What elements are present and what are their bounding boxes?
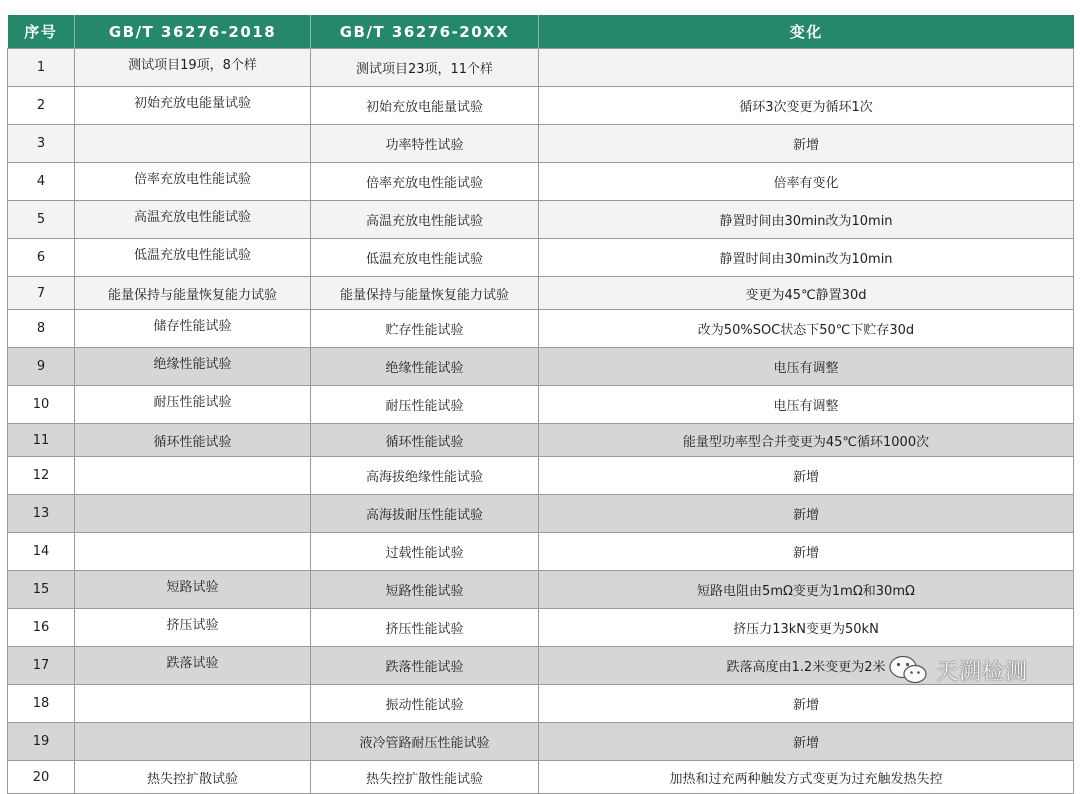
cell-old-standard-item: 耐压性能试验 <box>75 386 311 424</box>
cell-change-description: 新增 <box>539 125 1074 163</box>
watermark-text: 天溯检测 <box>936 659 1029 685</box>
cell-serial-number: 11 <box>8 424 75 457</box>
cell-serial-number: 16 <box>8 609 75 647</box>
table-row <box>8 125 1074 163</box>
cell-serial-number: 2 <box>8 87 75 125</box>
cell-change-description: 新增 <box>539 685 1074 723</box>
cell-old-standard-item: 倍率充放电性能试验 <box>75 163 311 201</box>
cell-new-standard-item: 倍率充放电性能试验 <box>311 163 539 201</box>
cell-serial-number: 10 <box>8 386 75 424</box>
cell-change-description: 新增 <box>539 457 1074 495</box>
cell-serial-number: 5 <box>8 201 75 239</box>
cell-new-standard-item: 循环性能试验 <box>311 424 539 457</box>
cell-serial-number: 18 <box>8 685 75 723</box>
table-row <box>8 87 1074 125</box>
cell-serial-number: 9 <box>8 348 75 386</box>
cell-change-description: 短路电阻由5mΩ变更为1mΩ和30mΩ <box>539 571 1074 609</box>
header-old-standard: GB/T 36276-2018 <box>75 15 311 49</box>
cell-change-description: 电压有调整 <box>539 386 1074 424</box>
cell-serial-number: 8 <box>8 310 75 348</box>
table-row <box>8 163 1074 201</box>
cell-new-standard-item: 热失控扩散性能试验 <box>311 761 539 794</box>
cell-old-standard-item <box>75 723 311 761</box>
cell-old-standard-item: 跌落试验 <box>75 647 311 685</box>
table-row <box>8 310 1074 348</box>
table-row <box>8 685 1074 723</box>
cell-old-standard-item <box>75 125 311 163</box>
header-row <box>8 15 1074 49</box>
cell-change-description: 变更为45℃静置30d <box>539 277 1074 310</box>
standard-comparison-table <box>7 15 1074 794</box>
cell-old-standard-item: 测试项目19项，8个样 <box>75 49 311 87</box>
cell-change-description: 电压有调整 <box>539 348 1074 386</box>
cell-serial-number: 4 <box>8 163 75 201</box>
cell-serial-number: 13 <box>8 495 75 533</box>
cell-change-description: 挤压力13kN变更为50kN <box>539 609 1074 647</box>
table-row <box>8 533 1074 571</box>
cell-old-standard-item: 储存性能试验 <box>75 310 311 348</box>
cell-change-description: 倍率有变化 <box>539 163 1074 201</box>
cell-new-standard-item: 短路性能试验 <box>311 571 539 609</box>
cell-old-standard-item: 能量保持与能量恢复能力试验 <box>75 277 311 310</box>
cell-new-standard-item: 贮存性能试验 <box>311 310 539 348</box>
cell-new-standard-item: 耐压性能试验 <box>311 386 539 424</box>
table-row <box>8 495 1074 533</box>
cell-old-standard-item: 低温充放电性能试验 <box>75 239 311 277</box>
header-change: 变化 <box>539 15 1074 49</box>
table-row <box>8 348 1074 386</box>
cell-old-standard-item: 挤压试验 <box>75 609 311 647</box>
cell-old-standard-item: 热失控扩散试验 <box>75 761 311 794</box>
cell-change-description: 改为50%SOC状态下50℃下贮存30d <box>539 310 1074 348</box>
cell-new-standard-item: 高海拔耐压性能试验 <box>311 495 539 533</box>
cell-change-description: 循环3次变更为循环1次 <box>539 87 1074 125</box>
cell-new-standard-item: 功率特性试验 <box>311 125 539 163</box>
table-row <box>8 201 1074 239</box>
cell-change-description: 静置时间由30min改为10min <box>539 239 1074 277</box>
cell-serial-number: 12 <box>8 457 75 495</box>
cell-change-description: 新增 <box>539 723 1074 761</box>
table-row <box>8 239 1074 277</box>
table-row <box>8 723 1074 761</box>
cell-old-standard-item <box>75 495 311 533</box>
cell-serial-number: 6 <box>8 239 75 277</box>
cell-serial-number: 19 <box>8 723 75 761</box>
cell-old-standard-item: 初始充放电能量试验 <box>75 87 311 125</box>
table-row <box>8 571 1074 609</box>
cell-serial-number: 1 <box>8 49 75 87</box>
cell-serial-number: 7 <box>8 277 75 310</box>
cell-new-standard-item: 初始充放电能量试验 <box>311 87 539 125</box>
cell-old-standard-item: 短路试验 <box>75 571 311 609</box>
cell-new-standard-item: 振动性能试验 <box>311 685 539 723</box>
header-serial-number: 序号 <box>8 15 75 49</box>
cell-new-standard-item: 能量保持与能量恢复能力试验 <box>311 277 539 310</box>
cell-new-standard-item: 高温充放电性能试验 <box>311 201 539 239</box>
table-row <box>8 609 1074 647</box>
cell-serial-number: 14 <box>8 533 75 571</box>
cell-serial-number: 17 <box>8 647 75 685</box>
cell-change-description: 能量型功率型合并变更为45℃循环1000次 <box>539 424 1074 457</box>
cell-new-standard-item: 低温充放电性能试验 <box>311 239 539 277</box>
cell-change-description: 新增 <box>539 495 1074 533</box>
table-row <box>8 424 1074 457</box>
cell-old-standard-item: 高温充放电性能试验 <box>75 201 311 239</box>
cell-old-standard-item <box>75 457 311 495</box>
table-row <box>8 761 1074 794</box>
table-row <box>8 49 1074 87</box>
cell-new-standard-item: 高海拔绝缘性能试验 <box>311 457 539 495</box>
cell-old-standard-item <box>75 533 311 571</box>
table-row <box>8 386 1074 424</box>
cell-old-standard-item <box>75 685 311 723</box>
cell-new-standard-item: 液冷管路耐压性能试验 <box>311 723 539 761</box>
cell-new-standard-item: 测试项目23项，11个样 <box>311 49 539 87</box>
cell-change-description: 跌落高度由1.2米变更为2米 <box>539 647 1074 685</box>
cell-change-description: 静置时间由30min改为10min <box>539 201 1074 239</box>
cell-serial-number: 20 <box>8 761 75 794</box>
cell-change-description: 加热和过充两种触发方式变更为过充触发热失控 <box>539 761 1074 794</box>
table-row <box>8 457 1074 495</box>
table-row <box>8 647 1074 685</box>
cell-new-standard-item: 跌落性能试验 <box>311 647 539 685</box>
header-new-standard: GB/T 36276-20XX <box>311 15 539 49</box>
cell-old-standard-item: 绝缘性能试验 <box>75 348 311 386</box>
comparison-table-container <box>7 15 1073 787</box>
cell-new-standard-item: 绝缘性能试验 <box>311 348 539 386</box>
cell-old-standard-item: 循环性能试验 <box>75 424 311 457</box>
table-row <box>8 277 1074 310</box>
cell-new-standard-item: 挤压性能试验 <box>311 609 539 647</box>
cell-serial-number: 15 <box>8 571 75 609</box>
cell-change-description <box>539 49 1074 87</box>
cell-new-standard-item: 过载性能试验 <box>311 533 539 571</box>
cell-change-description: 新增 <box>539 533 1074 571</box>
cell-serial-number: 3 <box>8 125 75 163</box>
